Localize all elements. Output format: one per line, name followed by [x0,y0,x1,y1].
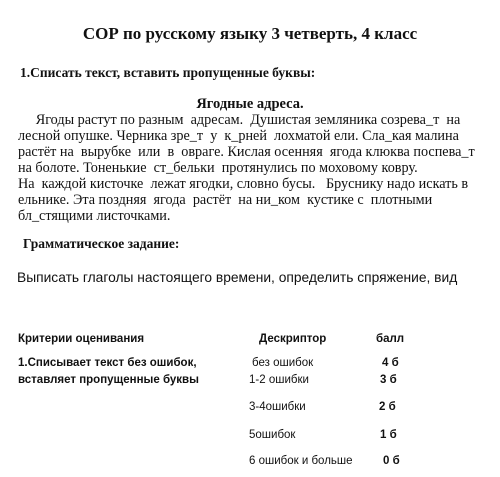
descriptor-cell: 6 ошибок и больше [249,455,353,467]
passage-line: бл_стящими листочками. [18,208,171,224]
passage [18,112,496,224]
passage-line: на болоте. Тоненькие ст_бельки протянулись по моховому ковру. [18,160,418,176]
score-cell: 3 б [380,374,397,386]
descriptor-header: Дескриптор [259,333,327,345]
criterion-line: вставляет пропущенные буквы [18,374,199,386]
assignment-text: Выписать глаголы настоящего времени, определить спряжение, вид [17,270,458,285]
passage-line: ельнике. Эта поздняя ягода растёт на ни_ком кустике с плотными [18,192,433,208]
passage-line: лесной опушке. Черника зре_т у к_рней лохматой ели. Сла_кая малина [18,128,459,144]
score-cell: 4 б [382,357,399,369]
passage-line: Ягоды растут по разным адресам. Душистая земляника созрева_т на [18,112,461,128]
grammar-task-heading: Грамматическое задание: [23,236,180,251]
passage-line: растёт на вырубке или в овраге. Кислая осенняя ягода клюква поспева_т [18,144,475,160]
passage-line: На каждой кисточке лежат ягодки, словно бусы. Бруснику надо искать в [18,176,469,192]
descriptor-cell: 3-4ошибки [249,401,306,413]
task-1-heading: 1.Списать текст, вставить пропущенные буквы: [20,65,316,80]
descriptor-cell: 5ошибок [249,429,296,441]
score-cell: 0 б [383,455,400,467]
criteria-header: Критерии оценивания [18,333,145,345]
text-title: Ягодные адреса. [196,96,304,112]
criterion-line: 1.Списывает текст без ошибок, [18,357,197,369]
score-cell: 2 б [379,401,396,413]
descriptor-cell: без ошибок [252,357,314,369]
score-cell: 1 б [380,429,397,441]
descriptor-cell: 1-2 ошибки [249,374,309,386]
page-title: СОР по русскому языку 3 четверть, 4 класс [82,24,418,43]
score-header: балл [376,333,405,345]
